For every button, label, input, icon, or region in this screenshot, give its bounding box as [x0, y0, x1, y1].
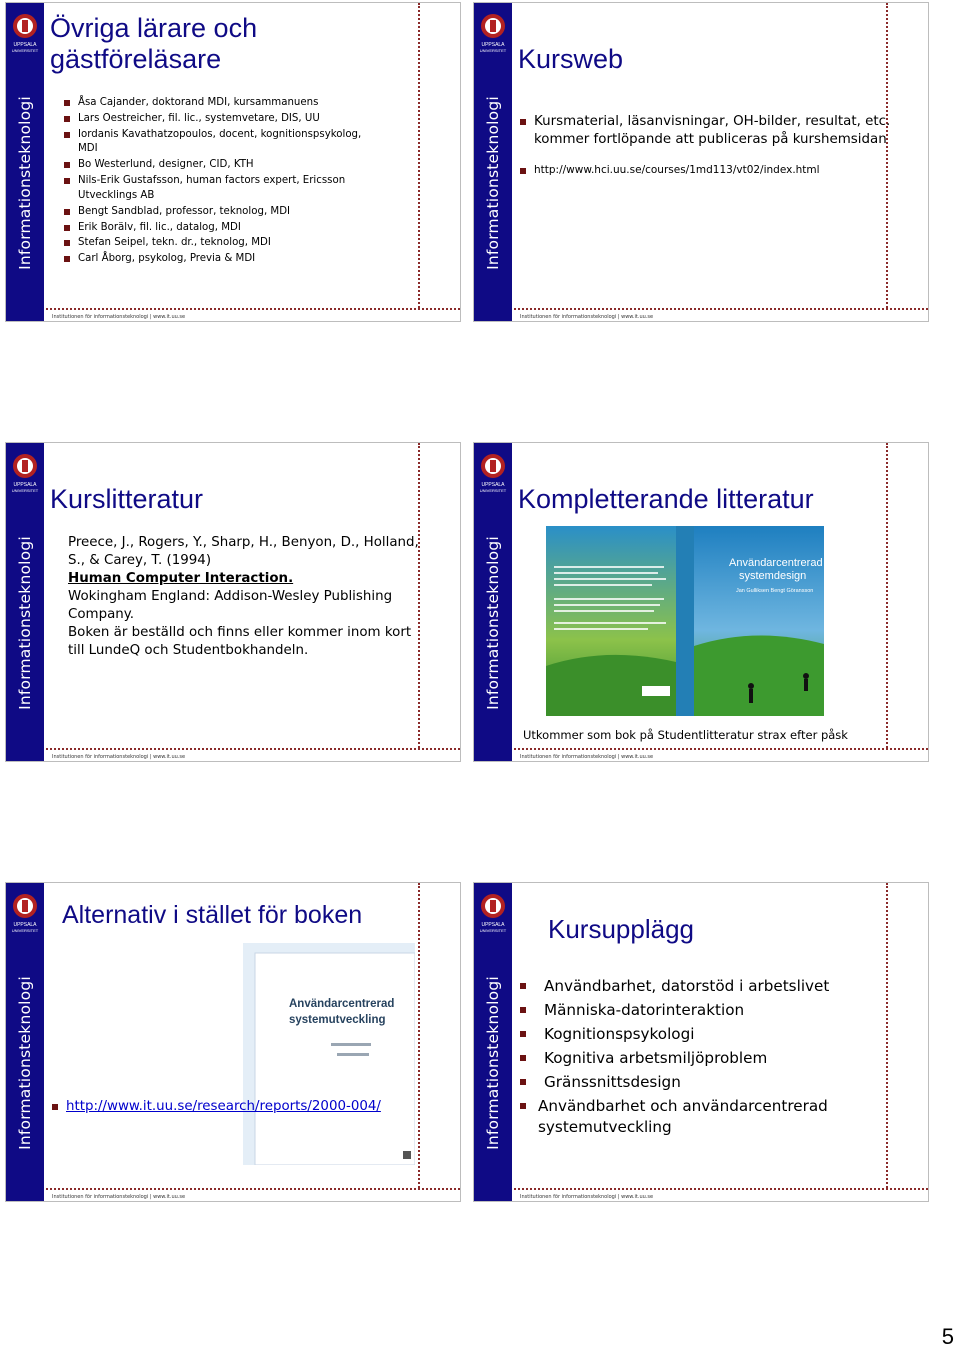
sidebar-label: Informationsteknologi: [16, 96, 34, 270]
list-item: Bo Westerlund, designer, CID, KTH: [64, 158, 364, 173]
svg-text:UNIVERSITET: UNIVERSITET: [479, 48, 507, 53]
list-item: Carl Åborg, psykolog, Previa & MDI: [64, 252, 364, 267]
cover-title: Användarcentrerad: [289, 998, 395, 1010]
slide-footer: Institutionen för informationsteknologi | www.it.uu.se: [520, 1194, 654, 1200]
bullet-list: [64, 96, 364, 268]
svg-text:UPPSALA: UPPSALA: [481, 922, 505, 928]
list-item: Stefan Seipel, tekn. dr., teknolog, MDI: [64, 236, 364, 251]
dotted-divider: [46, 1188, 460, 1190]
uppsala-logo-icon: [476, 11, 510, 55]
dotted-divider: [418, 883, 420, 1188]
slide-title: Övriga lärare och: [50, 13, 258, 43]
dotted-divider: [46, 748, 460, 750]
slide-footer: Institutionen för informationsteknologi | www.it.uu.se: [520, 314, 654, 320]
book-cover-image: [546, 526, 824, 716]
list-item: Iordanis Kavathatzopoulos, docent, kognitionspsykolog, MDI: [64, 128, 364, 157]
report-link-text[interactable]: http://www.it.uu.se/research/reports/2000-004/: [66, 1099, 381, 1114]
slide-sidebar: [474, 3, 512, 321]
dotted-divider: [886, 883, 888, 1188]
slide-title: Kurslitteratur: [50, 484, 204, 514]
report-cover-image: [243, 943, 415, 1165]
list-item: Människa-datorinteraktion: [520, 1000, 870, 1021]
cover-title: systemdesign: [739, 570, 807, 582]
bullet-list: [520, 113, 900, 180]
uppsala-logo-icon: [8, 11, 42, 55]
svg-text:UNIVERSITET: UNIVERSITET: [479, 488, 507, 493]
svg-text:UPPSALA: UPPSALA: [481, 482, 505, 488]
sidebar-label: Informationsteknologi: [484, 976, 502, 1150]
cover-title: systemutveckling: [289, 1014, 386, 1026]
course-url[interactable]: http://www.hci.uu.se/courses/1md113/vt02/index.html: [520, 162, 900, 180]
slide-sidebar: [474, 883, 512, 1201]
slide-footer: Institutionen för informationsteknologi | www.it.uu.se: [52, 314, 186, 320]
sidebar-label: Informationsteknologi: [16, 976, 34, 1150]
list-item: Kursmaterial, läsanvisningar, OH-bilder, resultat, etc. kommer fortlöpande att publiceras på kurshemsidan: [520, 113, 900, 148]
uppsala-logo-icon: [476, 451, 510, 495]
bullet-list: [52, 1098, 382, 1116]
slide-sidebar: [474, 443, 512, 761]
svg-text:UPPSALA: UPPSALA: [13, 482, 37, 488]
uppsala-logo-icon: [8, 451, 42, 495]
list-item: Lars Oestreicher, fil. lic., systemvetare, DIS, UU: [64, 112, 364, 127]
slide-title: Kursweb: [518, 44, 624, 74]
bullet-list: [520, 976, 870, 1141]
sidebar-label: Informationsteknologi: [16, 536, 34, 710]
slide-sidebar: [6, 883, 44, 1201]
list-item: Användbarhet, datorstöd i arbetslivet: [520, 976, 870, 997]
list-item: Bengt Sandblad, professor, teknolog, MDI: [64, 205, 364, 220]
svg-text:UPPSALA: UPPSALA: [13, 42, 37, 48]
dotted-divider: [886, 443, 888, 748]
reference-authors: Preece, J., Rogers, Y., Sharp, H., Benyon, D., Holland, S., & Carey, T. (1994): [68, 535, 419, 568]
slide-footer: Institutionen för informationsteknologi | www.it.uu.se: [520, 754, 654, 760]
list-item: Erik Borälv, fil. lic., datalog, MDI: [64, 221, 364, 236]
report-link[interactable]: [52, 1098, 382, 1116]
slide-sidebar: [6, 443, 44, 761]
reference-book-title: Human Computer Interaction.: [68, 571, 294, 586]
dotted-divider: [46, 308, 460, 310]
page-number: 5: [941, 1324, 954, 1349]
slide-footer: Institutionen för informationsteknologi | www.it.uu.se: [52, 1194, 186, 1200]
dotted-divider: [418, 3, 420, 308]
slide-title: Kursupplägg: [548, 914, 694, 944]
uppsala-logo-icon: [8, 891, 42, 935]
svg-text:UNIVERSITET: UNIVERSITET: [11, 488, 39, 493]
svg-text:UPPSALA: UPPSALA: [481, 42, 505, 48]
slide-sidebar: [6, 3, 44, 321]
svg-text:UNIVERSITET: UNIVERSITET: [11, 928, 39, 933]
list-item: Kognitionspsykologi: [520, 1024, 870, 1045]
list-item: Kognitiva arbetsmiljöproblem: [520, 1048, 870, 1069]
list-item: Gränssnittsdesign: [520, 1072, 870, 1093]
dotted-divider: [514, 308, 928, 310]
slide-title: Kompletterande litteratur: [518, 484, 814, 514]
slide-footer: Institutionen för informationsteknologi | www.it.uu.se: [52, 754, 186, 760]
sidebar-label: Informationsteknologi: [484, 96, 502, 270]
reference-publisher: Wokingham England: Addison-Wesley Publishing Company.: [68, 589, 393, 622]
svg-text:UNIVERSITET: UNIVERSITET: [479, 928, 507, 933]
literature-reference: [68, 534, 428, 660]
svg-text:UPPSALA: UPPSALA: [13, 922, 37, 928]
dotted-divider: [514, 1188, 928, 1190]
slide-title: Alternativ i stället för boken: [62, 901, 363, 929]
uppsala-logo-icon: [476, 891, 510, 935]
reference-note: Boken är beställd och finns eller kommer inom kort till LundeQ och Studentbokhandeln.: [68, 625, 412, 658]
list-item: Åsa Cajander, doktorand MDI, kursammanuens: [64, 96, 364, 111]
dotted-divider: [514, 748, 928, 750]
slide-title: gästföreläsare: [50, 44, 222, 74]
book-caption: Utkommer som bok på Studentlitteratur strax efter påsk: [523, 728, 848, 742]
list-item: Användbarhet och användarcentrerad systemutveckling: [520, 1096, 870, 1137]
cover-authors: Jan Gulliksen Bengt Göransson: [736, 588, 814, 594]
cover-title: Användarcentrerad: [729, 557, 823, 569]
list-item: Nils-Erik Gustafsson, human factors expert, Ericsson Utvecklings AB: [64, 174, 364, 203]
svg-text:UNIVERSITET: UNIVERSITET: [11, 48, 39, 53]
sidebar-label: Informationsteknologi: [484, 536, 502, 710]
